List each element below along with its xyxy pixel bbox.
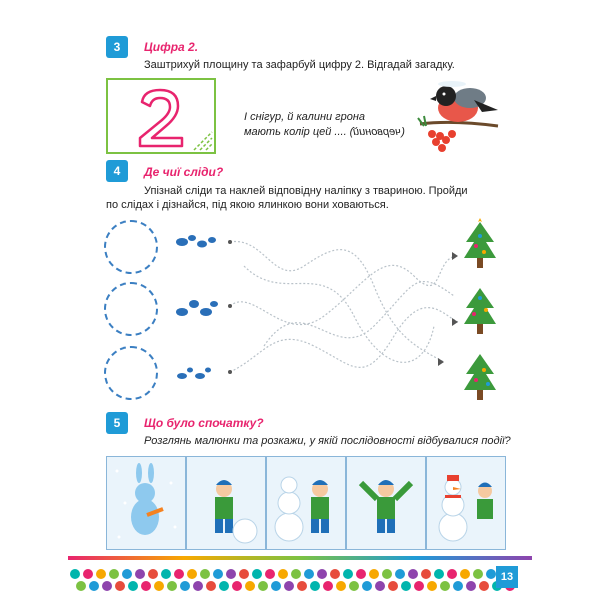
riddle-close-paren: ) xyxy=(401,126,405,138)
riddle-answer-mirrored: червоний xyxy=(353,126,402,138)
decorative-dot xyxy=(206,581,216,591)
decorative-dot xyxy=(388,581,398,591)
picture-5-finished-snowman xyxy=(426,456,506,550)
decorative-dot xyxy=(76,581,86,591)
picture-3-boy-with-snowman-base xyxy=(266,456,346,550)
decorative-dot xyxy=(453,581,463,591)
task-4-instruction-line-1: Упізнай сліди та наклей відповідну наліпку з твариною. Пройди xyxy=(144,185,468,197)
decorative-dot xyxy=(167,581,177,591)
decorative-dot xyxy=(297,581,307,591)
digit-2-outline xyxy=(108,80,214,152)
riddle-line-2-text: мають колір цей .... ( xyxy=(244,126,354,138)
decorative-dot xyxy=(115,581,125,591)
picture-2-boy-rolling-snowball xyxy=(186,456,266,550)
sticker-circle-1[interactable] xyxy=(104,220,158,274)
task-4-number: 4 xyxy=(106,160,128,182)
riddle-line-2 xyxy=(244,125,405,140)
decorative-dot xyxy=(219,581,229,591)
decorative-dot xyxy=(349,581,359,591)
task-3-instruction: Заштрихуй площину та зафарбуй цифру 2. Відгадай загадку. xyxy=(144,59,455,71)
decorative-dot xyxy=(154,581,164,591)
decorative-dot xyxy=(362,581,372,591)
bullfinch-illustration xyxy=(412,74,504,156)
footprints-icon-1 xyxy=(174,232,220,252)
riddle-line-1: І снігур, й калини грона xyxy=(244,111,366,123)
decorative-dot xyxy=(245,581,255,591)
decorative-dot xyxy=(271,581,281,591)
task-5-number: 5 xyxy=(106,412,128,434)
decorative-dot xyxy=(310,581,320,591)
decorative-dot xyxy=(102,581,112,591)
decorative-dot xyxy=(284,581,294,591)
decorative-dot xyxy=(232,581,242,591)
bottom-dots-border xyxy=(68,560,532,592)
task-4-instruction-line-2: по слідах і дізнайся, під якою ялинкою вони ховаються. xyxy=(106,199,389,211)
decorative-dot xyxy=(180,581,190,591)
fir-tree-1-icon xyxy=(462,218,498,272)
decorative-dot xyxy=(466,581,476,591)
task-4-title: Де чиї сліди? xyxy=(144,165,224,179)
decorative-dot xyxy=(258,581,268,591)
decorative-dot xyxy=(89,581,99,591)
task-3-number: 3 xyxy=(106,36,128,58)
decorative-dot xyxy=(141,581,151,591)
task-3-title: Цифра 2. xyxy=(144,40,199,54)
decorative-dot xyxy=(336,581,346,591)
sticker-circle-3[interactable] xyxy=(104,346,158,400)
decorative-dot xyxy=(440,581,450,591)
task-5-instruction: Розглянь малюнки та розкажи, у якій послідовності відбувалися події? xyxy=(144,435,511,447)
sticker-circle-2[interactable] xyxy=(104,282,158,336)
footprints-icon-2 xyxy=(174,296,220,320)
workbook-page xyxy=(68,0,532,600)
tangled-paths-maze xyxy=(224,226,464,396)
decorative-dot xyxy=(193,581,203,591)
decorative-dot xyxy=(479,581,489,591)
digit-drawing-box xyxy=(106,78,216,154)
picture-4-boy-cheering xyxy=(346,456,426,550)
page-number: 13 xyxy=(496,566,518,588)
decorative-dot xyxy=(427,581,437,591)
fir-tree-3-icon xyxy=(462,350,498,404)
fir-tree-2-icon xyxy=(462,284,498,338)
decorative-dot xyxy=(401,581,411,591)
picture-1-hare-in-snow xyxy=(106,456,186,550)
decorative-dot xyxy=(323,581,333,591)
decorative-dot xyxy=(375,581,385,591)
footprints-icon-3 xyxy=(174,364,220,384)
decorative-dot xyxy=(128,581,138,591)
decorative-dot xyxy=(414,581,424,591)
task-5-title: Що було спочатку? xyxy=(144,416,264,430)
